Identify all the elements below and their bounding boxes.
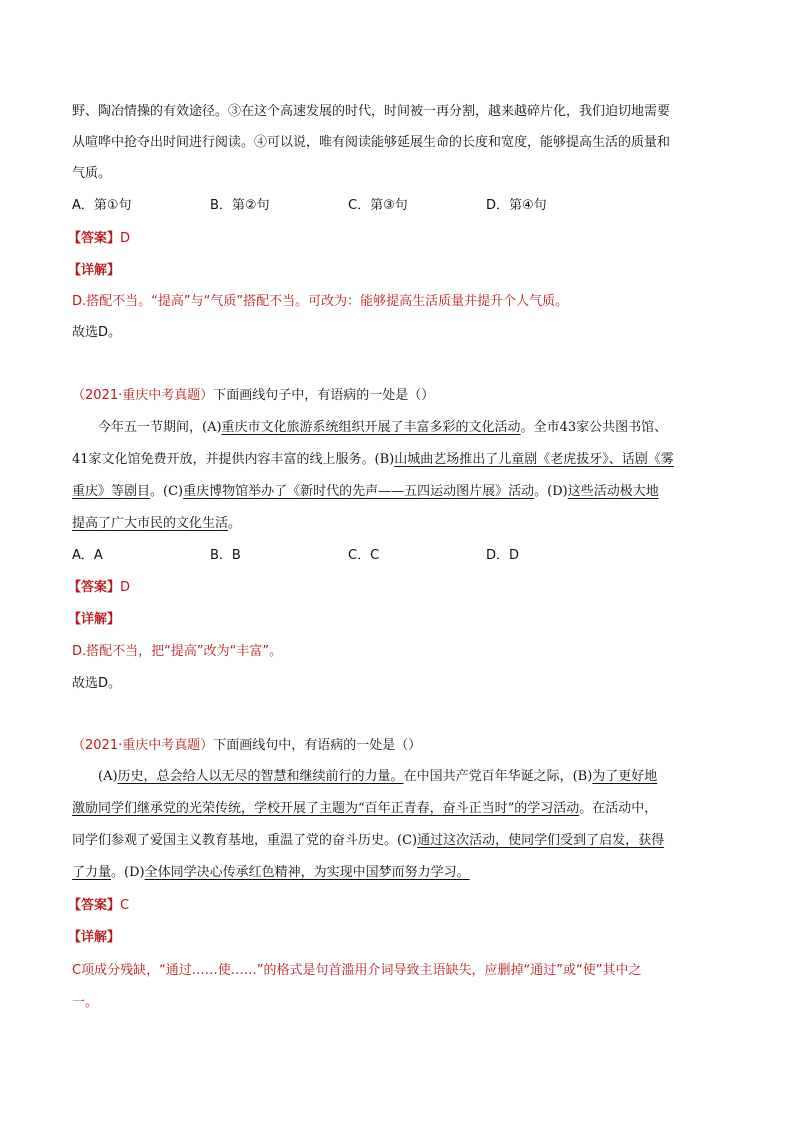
explanation: D.搭配不当，把“提高”改为“丰富”。 [72, 644, 283, 659]
underlined-sentence-b: 为了更好地 [592, 769, 658, 784]
option-c: C．C [348, 548, 380, 563]
passage-line: 41家文化馆免费开放，并提供内容丰富的线上服务。(B)山城曲艺场推出了儿童剧《老虎拔牙》、话剧《雾 [72, 452, 674, 467]
option-a: A．A [72, 548, 103, 563]
underlined-sentence-c: 通过这次活动，使同学们受到了启发，获得 [417, 833, 665, 848]
passage-line: 气质。 [72, 166, 112, 181]
answer-line [68, 578, 130, 598]
detail-label: 【详解】 [68, 930, 121, 945]
answer-label: 【答案】 [68, 231, 121, 246]
passage-line: 野、陶冶情操的有效途径。③在这个高速发展的时代，时间被一再分割，越来越碎片化，我们迫切地需要 [72, 104, 671, 119]
underlined-sentence-d: 这些活动极大地 [567, 484, 659, 499]
question-source: （2021·重庆中考真题） [72, 388, 214, 403]
option-c: C．第③句 [348, 198, 408, 213]
answer-value: D [120, 231, 131, 246]
underlined-sentence-b: 山城曲艺场推出了儿童剧《老虎拔牙》、话剧《雾 [394, 452, 674, 467]
option-b: B．第②句 [210, 198, 270, 213]
conclusion: 故选D。 [72, 676, 122, 691]
underlined-sentence-d-cont: 提高了广大市民的文化生活 [72, 516, 229, 531]
question-text: 下面画线句中，有语病的一处是（） [213, 738, 422, 753]
answer-label: 【答案】 [68, 898, 121, 913]
passage-line: 同学们参观了爱国主义教育基地，重温了党的奋斗历史。(C)通过这次活动，使同学们受到了启发，获得 [72, 833, 665, 848]
question-text: 下面画线句子中，有语病的一处是（） [213, 388, 435, 403]
answer-value: D [120, 580, 131, 595]
conclusion: 故选D。 [72, 325, 122, 340]
explanation: D.搭配不当。“提高”与“气质”搭配不当。可改为：能够提高生活质量并提升个人气质。 [72, 294, 569, 309]
question-source: （2021·重庆中考真题） [72, 738, 214, 753]
option-a: A．第①句 [72, 198, 132, 213]
passage-line: 重庆》等剧目。(C)重庆博物馆举办了《新时代的先声——五四运动图片展》活动。(D)这些活动极大地 [72, 484, 659, 499]
question-stem [72, 386, 434, 406]
passage-line: 今年五一节期间，(A)重庆市文化旅游系统组织开展了丰富多彩的文化活动。全市43家公共图书馆、 [98, 420, 668, 435]
answer-line [68, 229, 130, 249]
explanation: C项成分残缺，“通过……使……”的格式是句首滥用介词导致主语缺失，应删掉“通过”或“使”其中之 [72, 963, 642, 978]
underlined-sentence-d: 全体同学决心传承红色精神，为实现中国梦而努力学习。 [144, 865, 470, 880]
option-d: D．D [486, 548, 520, 563]
passage-line: (A)历史，总会给人以无尽的智慧和继续前行的力量。在中国共产党百年华诞之际，(B)为了更好地 [98, 769, 658, 784]
underlined-sentence-a: 历史，总会给人以无尽的智慧和继续前行的力量。 [117, 769, 404, 784]
option-d: D．第④句 [486, 198, 547, 213]
detail-label: 【详解】 [68, 263, 121, 278]
underlined-sentence-a: 重庆市文化旅游系统组织开展了丰富多彩的文化活动 [221, 420, 521, 435]
underlined-sentence-b-cont: 重庆》等剧目 [72, 484, 151, 499]
explanation-cont: 一。 [72, 995, 99, 1010]
underlined-sentence-c-cont: 了力量 [72, 865, 112, 880]
detail-label: 【详解】 [68, 612, 121, 627]
answer-value: C [120, 898, 130, 913]
passage-line: 从喧哗中抢夺出时间进行阅读。④可以说，唯有阅读能够延展生命的长度和宽度，能够提高生活的质量和 [72, 135, 671, 150]
answer-label: 【答案】 [68, 580, 121, 595]
question-stem [72, 736, 421, 756]
underlined-sentence-b-cont: 激励同学们继承党的光荣传统，学校开展了主题为“百年正青春，奋斗正当时”的学习活动 [72, 801, 580, 816]
answer-line [68, 896, 129, 916]
passage-line: 了力量。(D)全体同学决心传承红色精神，为实现中国梦而努力学习。 [72, 865, 470, 880]
passage-line: 提高了广大市民的文化生活。 [72, 516, 242, 531]
option-b: B．B [210, 548, 241, 563]
underlined-sentence-c: 重庆博物馆举办了《新时代的先声——五四运动图片展》活动 [183, 484, 535, 499]
passage-line: 激励同学们继承党的光荣传统，学校开展了主题为“百年正青春，奋斗正当时”的学习活动。在活动中， [72, 801, 658, 816]
